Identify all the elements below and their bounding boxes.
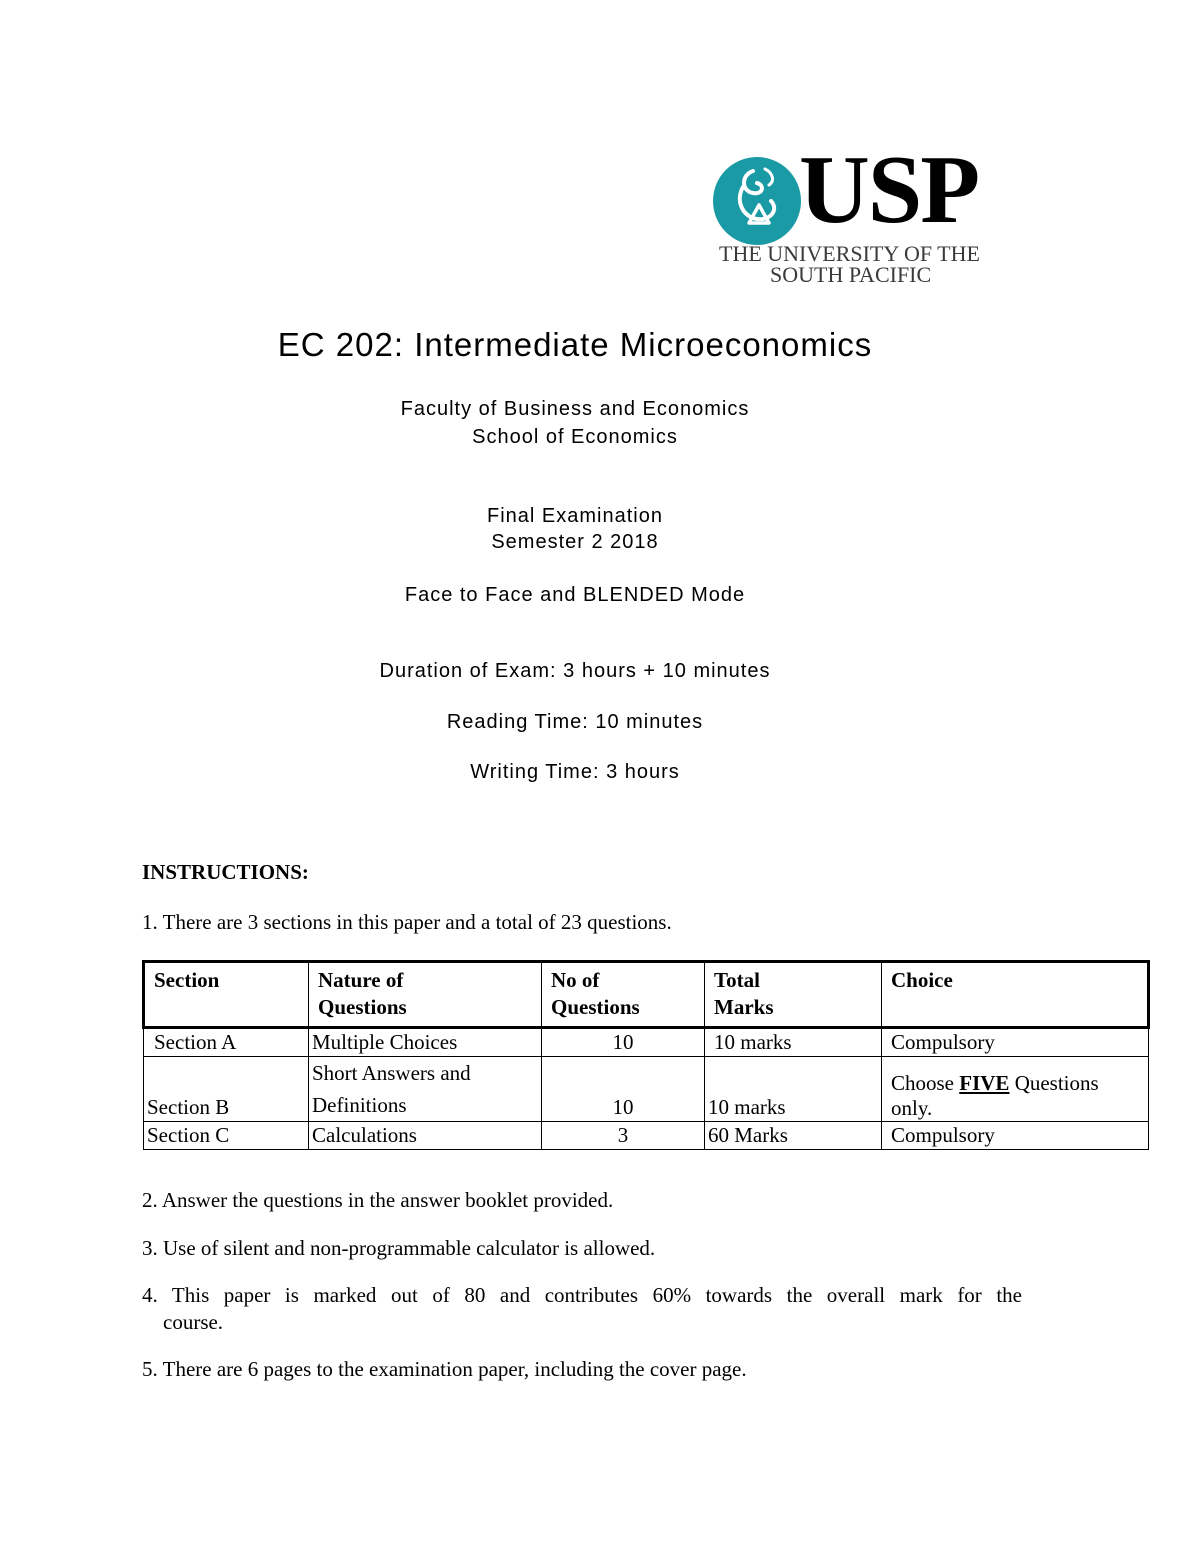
instruction-item-2: 2. Answer the questions in the answer booklet provided. — [142, 1188, 614, 1212]
choice-emphasis: FIVE — [959, 1070, 1010, 1095]
delivery-mode: Face to Face and BLENDED Mode — [404, 584, 746, 606]
instruction-item-1: 1. There are 3 sections in this paper and a total of 23 questions. — [142, 910, 672, 934]
instruction-item-4-line2: course. — [163, 1310, 224, 1334]
exam-type: Final Examination — [487, 505, 663, 527]
table-header-row — [144, 962, 1149, 1028]
cell-nature: Multiple Choices — [309, 1027, 542, 1056]
header-marks: Total Marks — [705, 962, 882, 1028]
faculty-name: Faculty of Business and Economics — [400, 398, 750, 420]
course-title: EC 202: Intermediate Microeconomics — [277, 326, 873, 363]
instruction-item-4-line1: 4. This paper is marked out of 80 and contributes 60% towards the overall mark for the — [142, 1283, 1022, 1307]
cell-count: 10 — [542, 1056, 705, 1121]
instruction-item-3: 3. Use of silent and non-programmable calculator is allowed. — [142, 1236, 656, 1260]
cell-section: Section B — [144, 1056, 309, 1121]
usp-wordmark: USP — [799, 136, 979, 244]
usp-emblem-icon — [713, 157, 801, 245]
exam-duration: Duration of Exam: 3 hours + 10 minutes — [379, 660, 771, 682]
cell-choice: Choose FIVE Questions only. — [882, 1056, 1149, 1121]
header-count: No of Questions — [542, 962, 705, 1028]
usp-logo — [713, 136, 993, 287]
cell-marks: 10 marks — [705, 1027, 882, 1056]
cell-marks: 60 Marks — [705, 1121, 882, 1149]
header-section: Section — [144, 962, 309, 1028]
writing-time: Writing Time: 3 hours — [470, 761, 680, 783]
cell-section: Section C — [144, 1121, 309, 1149]
cell-nature: Calculations — [309, 1121, 542, 1149]
cell-choice: Compulsory — [882, 1121, 1149, 1149]
cell-marks: 10 marks — [705, 1056, 882, 1121]
cell-nature: Short Answers and Definitions — [309, 1056, 542, 1121]
sections-table — [142, 960, 1150, 1150]
table-row — [144, 1027, 1149, 1056]
header-choice: Choice — [882, 962, 1149, 1028]
university-name-line2: SOUTH PACIFIC — [770, 262, 932, 287]
cell-section: Section A — [144, 1027, 309, 1056]
reading-time: Reading Time: 10 minutes — [446, 711, 704, 733]
header-nature: Nature of Questions — [309, 962, 542, 1028]
cell-count: 10 — [542, 1027, 705, 1056]
instruction-item-5: 5. There are 6 pages to the examination paper, including the cover page. — [142, 1357, 747, 1381]
table-row — [144, 1121, 1149, 1149]
cell-count: 3 — [542, 1121, 705, 1149]
cell-choice: Compulsory — [882, 1027, 1149, 1056]
school-name: School of Economics — [472, 426, 678, 448]
semester: Semester 2 2018 — [491, 531, 659, 553]
instructions-heading: INSTRUCTIONS: — [142, 860, 309, 884]
table-row — [144, 1056, 1149, 1121]
university-name-line1: THE UNIVERSITY OF THE — [719, 241, 980, 266]
